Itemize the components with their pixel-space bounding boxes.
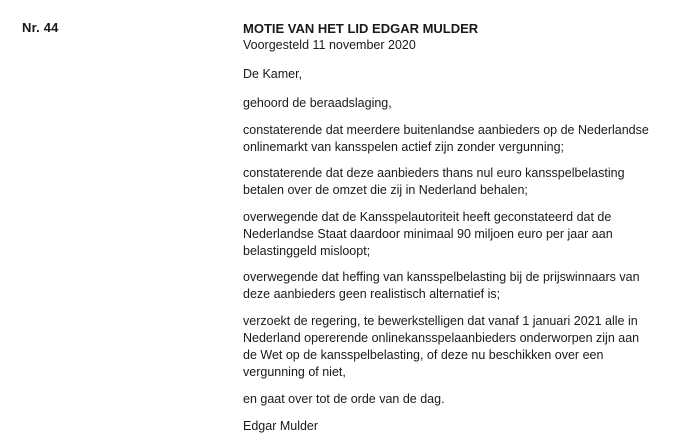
motion-title: MOTIE VAN HET LID EDGAR MULDER — [243, 21, 479, 36]
paragraph-closing: en gaat over tot de orde van de dag. — [243, 392, 445, 406]
signature: Edgar Mulder — [243, 419, 319, 433]
motion-body — [243, 20, 683, 435]
paragraph-request-government: verzoekt de regering, te bewerkstelligen dat vanaf 1 januari 2021 alle in Nederland opererende onlinekansspelaanbieders onderworpen zijn aan de Wet op de kansspelbelasting, of deze nu beschikken over een vergunning of niet, — [243, 314, 640, 379]
heard-deliberation: gehoord de beraadslaging, — [243, 96, 392, 110]
paragraph-observing-zero-tax: constaterende dat deze aanbieders thans nul euro kansspelbelasting betalen over de omzet die zij in Nederland behalen; — [243, 166, 625, 197]
paragraph-observing-foreign-providers: constaterende dat meerdere buitenlandse aanbieders op de Nederlandse onlinemarkt van kansspelen actief zijn zonder vergunning; — [243, 123, 649, 154]
salutation: De Kamer, — [243, 67, 303, 81]
paragraph-considering-revenue-loss: overwegende dat de Kansspelautoriteit heeft geconstateerd dat de Nederlandse Staat daardoor minimaal 90 miljoen euro per jaar aan belastinggeld misloopt; — [243, 210, 613, 258]
paragraph-considering-alternative: overwegende dat heffing van kansspelbelasting bij de prijswinnaars van deze aanbieders geen realistisch alternatief is; — [243, 270, 640, 301]
proposal-date: Voorgesteld 11 november 2020 — [243, 38, 416, 52]
document-number: Nr. 44 — [22, 20, 59, 35]
